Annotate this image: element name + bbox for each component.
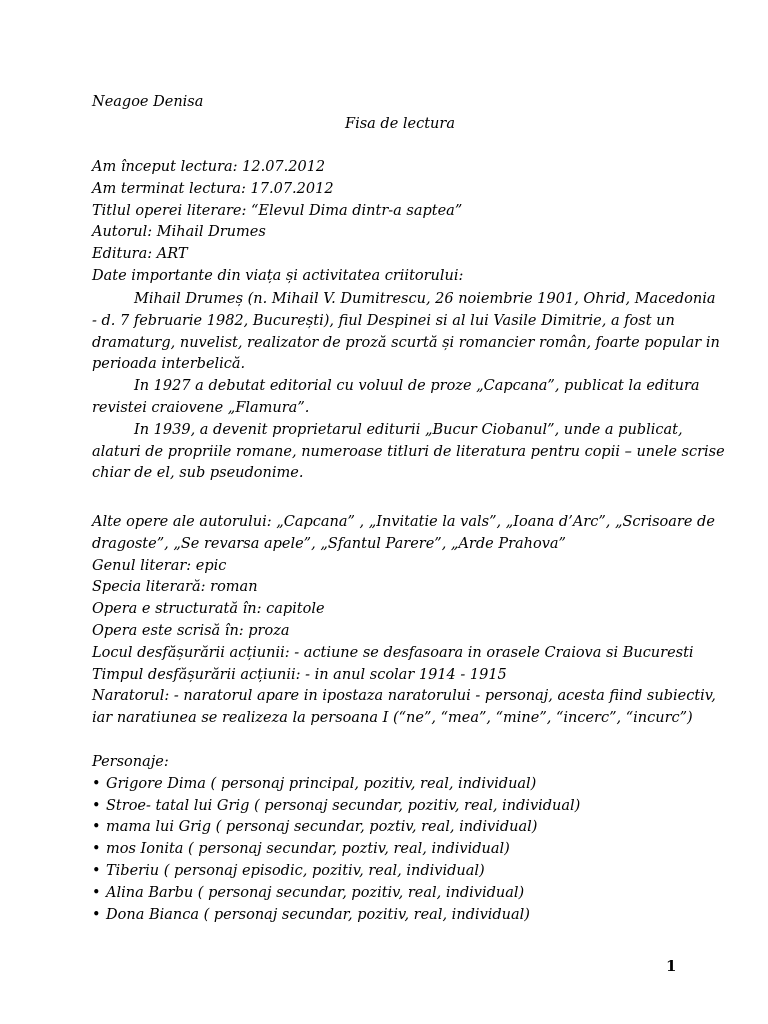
bullet-icon: • — [92, 841, 101, 858]
bullet-icon: • — [92, 775, 101, 792]
detail-genre: Genul literar: epic — [92, 557, 227, 574]
bio-line: In 1939, a devenit proprietarul editurii „Bucur Ciobanul”, unde a publicat, — [134, 421, 683, 438]
bullet-icon: • — [92, 862, 101, 879]
character-item: • Stroe- tatal lui Grig ( personaj secundar, pozitiv, real, individual) — [92, 796, 682, 818]
characters-heading: Personaje: — [92, 754, 169, 770]
field-author: Autorul: Mihail Drumes — [92, 224, 266, 241]
detail-structure: Opera e structurată în: capitole — [92, 601, 325, 618]
bio-line: Mihail Drumeș (n. Mihail V. Dumitrescu, 26 noiembrie 1901, Ohrid, Macedonia — [134, 291, 716, 307]
field-end-date: Am terminat lectura: 17.07.2012 — [92, 180, 334, 197]
characters-section — [92, 752, 682, 926]
character-item: • Alina Barbu ( personaj secundar, pozitiv, real, individual) — [92, 883, 682, 905]
author-name: Neagoe Denisa — [92, 94, 204, 110]
detail-narrator: Naratorul: - naratorul apare in ipostaza naratorului - personaj, acesta fiind subiectiv, — [92, 688, 716, 705]
bio-line: revistei craiovene „Flamura”. — [92, 399, 310, 416]
character-item: • Dona Bianca ( personaj secundar, pozitiv, real, individual) — [92, 905, 682, 927]
detail-line: Alte opere ale autorului: „Capcana” , „Invitatie la vals”, „Ioana d’Arc”, „Scrisoare de — [92, 514, 715, 530]
character-item: • mama lui Grig ( personaj secundar, poztiv, real, individual) — [92, 817, 682, 839]
author-biography — [92, 289, 725, 485]
bullet-icon: • — [92, 884, 101, 901]
document-title: Fisa de lectura — [345, 116, 455, 132]
character-item: • mos Ionita ( personaj secundar, poztiv, real, individual) — [92, 839, 682, 861]
bio-line: dramaturg, nuvelist, realizator de proză scurtă și romancier român, foarte popular in — [92, 334, 720, 351]
character-item: • Tiberiu ( personaj episodic, pozitiv, real, individual) — [92, 861, 682, 883]
field-start-date: Am început lectura: 12.07.2012 — [92, 159, 326, 175]
bio-line: alaturi de propriile romane, numeroase titluri de literatura pentru copii – unele scrise — [92, 443, 725, 460]
detail-place: Locul desfășurării acțiunii: - actiune se desfasoara in orasele Craiova si Bucuresti — [92, 644, 694, 661]
detail-species: Specia literară: roman — [92, 579, 258, 596]
field-publisher: Editura: ART — [92, 246, 188, 263]
bio-line: chiar de el, sub pseudonime. — [92, 465, 304, 482]
detail-time: Timpul desfășurării acțiunii: - in anul scolar 1914 - 1915 — [92, 666, 507, 683]
bio-line: - d. 7 februarie 1982, București), fiul Despinei si al lui Vasile Dimitrie, a fost un — [92, 312, 675, 329]
detail-form: Opera este scrisă în: proza — [92, 622, 290, 639]
work-details — [92, 512, 716, 730]
page-number: 1 — [666, 957, 677, 975]
bullet-icon: • — [92, 906, 101, 923]
author-name-block — [92, 92, 682, 114]
bio-line: In 1927 a debutat editorial cu voluul de proze „Capcana”, publicat la editura — [134, 378, 700, 395]
field-bio-heading: Date importante din viața și activitatea criitorului: — [92, 267, 464, 284]
detail-narrator-cont: iar naratiunea se realizeza la persoana I (“ne”, “mea”, “mine”, “incerc”, “incurc”) — [92, 710, 693, 727]
bullet-icon: • — [92, 797, 101, 814]
bullet-icon: • — [92, 819, 101, 836]
detail-line: dragoste”, „Se revarsa apele”, „Sfantul Parere”, „Arde Prahova” — [92, 535, 566, 552]
bio-line: perioada interbelică. — [92, 356, 246, 373]
field-work-title: Titlul operei literare: “Elevul Dima dintr-a saptea” — [92, 202, 463, 219]
reading-fields — [92, 157, 682, 288]
character-item: • Grigore Dima ( personaj principal, pozitiv, real, individual) — [92, 774, 682, 796]
